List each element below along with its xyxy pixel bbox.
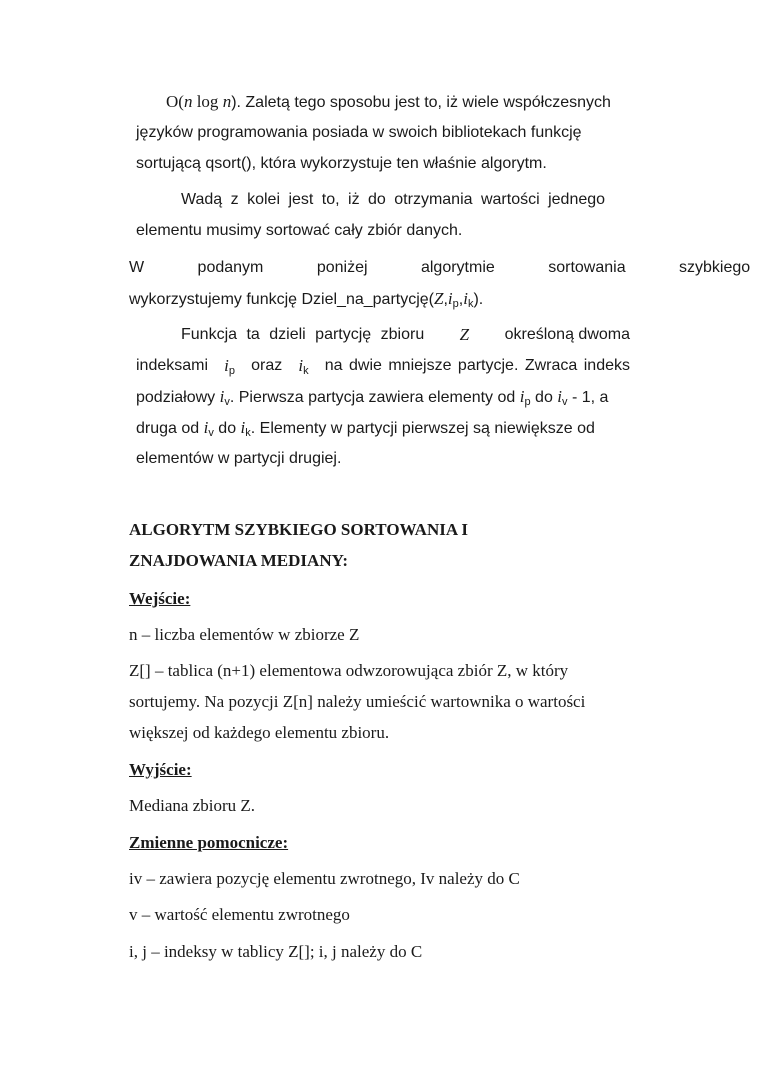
- paragraph-line: Wadą z kolei jest to, iż do otrzymania wartości jednego: [181, 191, 606, 208]
- paragraph-line: wykorzystujemy funkcję $Dziel\_na\_partycję(Z,i_p,i_k)$.: [129, 289, 484, 310]
- paragraph-line: indeksami $i_p$ oraz $i_k$ na dwie mniejsze partycje. Zwraca indeks: [136, 356, 630, 377]
- input-label: Wejście:: [129, 589, 191, 608]
- output-value: Mediana zbioru Z.: [129, 796, 256, 815]
- paragraph-line: języków programowania posiada w swoich bibliotekach funkcję: [136, 124, 582, 141]
- paragraph-line: elementu musimy sortować cały zbiór danych.: [136, 222, 463, 239]
- vars-label: Zmienne pomocnicze:: [129, 833, 289, 852]
- input-z: sortujemy. Na pozycji Z[n] należy umieścić wartownika o wartości: [129, 692, 586, 711]
- paragraph-line: druga od $i_v$ do $i_k$. Elementy w partycji pierwszej są niewiększe od: [136, 418, 595, 439]
- paragraph-line: podziałowy $i_v$. Pierwsza partycja zawiera elementy od $i_p$ do $i_v - 1$, a: [136, 387, 609, 408]
- var-ij: i, j – indeksy w tablicy Z[]; i, j należy do C: [129, 942, 423, 961]
- var-iv: iv – zawiera pozycję elementu zwrotnego, Iv należy do C: [129, 869, 520, 888]
- input-z: większej od każdego elementu zbioru.: [129, 723, 390, 742]
- input-z: Z[] – tablica (n+1) elementowa odwzorowująca zbiór Z, w który: [129, 661, 569, 680]
- section-heading: ALGORYTM SZYBKIEGO SORTOWANIA I: [129, 520, 469, 539]
- paragraph-line: W podanym poniżej algorytmie sortowania szybkiego: [129, 259, 751, 276]
- paragraph-line: elementów w partycji drugiej.: [136, 450, 342, 467]
- input-n: n – liczba elementów w zbiorze Z: [129, 625, 360, 644]
- paragraph-line: O(n log n). Zaletą tego sposobu jest to, iż wiele współczesnych: [166, 92, 611, 111]
- output-label: Wyjście:: [129, 760, 192, 779]
- paragraph-line: Funkcja ta dzieli partycję zbioru Z określoną dwoma: [181, 325, 630, 344]
- var-v: v – wartość elementu zwrotnego: [129, 905, 350, 924]
- section-heading: ZNAJDOWANIA MEDIANY:: [129, 551, 348, 570]
- paragraph-line: sortującą qsort(), która wykorzystuje ten właśnie algorytm.: [136, 155, 547, 172]
